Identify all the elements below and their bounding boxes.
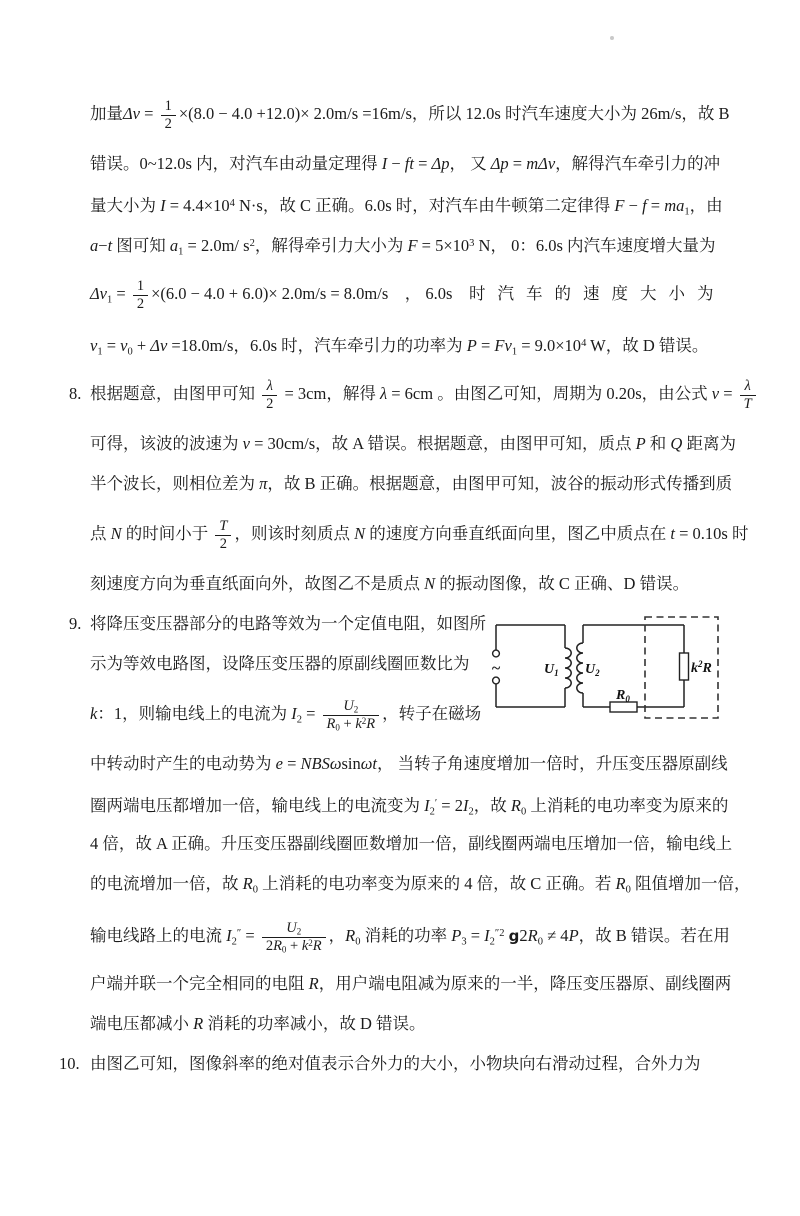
scan-speck <box>610 36 614 40</box>
line-7-3: 量大小为 $I = 4.4\times 10^4$ N·s，故 C 正确。6.0s 时，对汽车由牛顿第二定律得 $F - f = ma_1$，由 <box>90 196 723 218</box>
fraction: $\frac{U2}{R0 + k^2R}$ <box>323 698 380 733</box>
secondary-coil-icon <box>577 643 583 693</box>
line-9-5: 圈两端电压都增加一倍，输电线上的电流变为 $I_2' = 2I_2$，故 $R_0$ 上消耗的电功率变为原来的 <box>90 796 729 818</box>
line-9-6: 4 倍，故 A 正确。升压变压器副线圈匝数增加一倍，副线圈两端电压增加一倍，输电线上 <box>90 834 733 853</box>
line-9-4: 中转动时产生的电动势为 e = NBSωsinωt， 当转子角速度增加一倍时，升压变压器原副线 <box>90 754 728 773</box>
line-9-10: 端电压都减小 R 消耗的功率减小，故 D 错误。 <box>90 1014 426 1033</box>
source-terminal-top <box>493 650 500 657</box>
item-number: 9. <box>69 614 82 633</box>
line-10-1: 10. 由图乙可知，图像斜率的绝对值表示合外力的大小，小物块向右滑动过程，合外力为 <box>90 1044 752 1084</box>
line-resistor-icon <box>610 702 637 712</box>
line-8-4: 点 N 的时间小于 $\frac{T}{2}$ ，则该时刻质点 N 的速度方向垂直纸面向里，图乙中质点在 t = 0.10s 时 <box>90 517 749 552</box>
load-resistor-icon <box>680 653 689 680</box>
item-number: 8. <box>69 384 82 403</box>
line-9-1: 9. 将降压变压器部分的电路等效为一个定值电阻，如图所 <box>90 604 752 644</box>
primary-coil-icon <box>565 648 571 688</box>
circuit-diagram <box>478 604 728 739</box>
primary-loop-wires <box>496 625 565 707</box>
line-7-4: a−t 图可知 $a_1 = 2.0m/$ $s^2$，解得牵引力大小为 $F = 5\times 10^3$ N， 0：6.0s 内汽车速度增大量为 <box>90 236 716 258</box>
fraction: $\frac{\lambda}{T}$ <box>740 378 756 413</box>
fraction: $\frac{\lambda}{2}$ <box>262 378 277 413</box>
line-8-3: 半个波长，则相位差为 π，故 B 正确。根据题意，由图甲可知，波谷的振动形式传播到质 <box>90 474 733 493</box>
line-7-1: 加量Δv = $\frac{1}{2}$ ×(8.0 − 4.0 +12.0)× 2.0m/s =16m/s，所以 12.0s 时汽车速度大小为 26m/s，故 B <box>90 97 730 132</box>
line-9-8: 输电线路上的电流 $I_2''$ = $\frac{U2}{2R0 + k^2R}$ ，$R_0$ 消耗的功率 $P_3 = I_2^{''2}$ $g2R_0 \ne 4P$，故 B 错误。若在用 <box>90 919 730 955</box>
load-label: $k^2R$ <box>691 659 712 676</box>
fraction: $\frac{T}{2}$ <box>215 518 231 553</box>
ac-source-symbol: ~ <box>491 660 501 677</box>
item-number: 10. <box>59 1054 80 1073</box>
line-7-5: $\Delta v_1$ = $\frac{1}{2}$ ×(6.0 − 4.0 + 6.0)× 2.0m/s = 8.0m/s ， 6.0s 时汽车的速度大小为 <box>90 277 726 312</box>
secondary-voltage-label: $U_2$ <box>585 662 600 678</box>
solution-text <box>59 84 752 1084</box>
line-9-2: 示为等效电路图，设降压变压器的原副线圈匝数比为 <box>90 654 470 673</box>
line-9-7: 的电流增加一倍，故 $R_0$ 上消耗的电功率变为原来的 4 倍，故 C 正确。若 $R_0$ 阻值增加一倍， <box>90 874 751 896</box>
source-terminal-bottom <box>493 677 500 684</box>
line-8-5: 刻速度方向为垂直纸面向外，故图乙不是质点 N 的振动图像，故 C 正确、D 错误。 <box>90 574 690 593</box>
line-9-9: 户端并联一个完全相同的电阻 R，用户端电阻减为原来的一半，降压变压器原、副线圈两 <box>90 974 732 993</box>
line-8-1: 8. 根据题意，由图甲可知 $\frac{\lambda}{2}$ = 3cm，解得 λ = 6cm 。由图乙可知，周期为 0.20s，由公式 v = $\frac{\lambda}{T}$ <box>90 364 752 424</box>
line-7-2: 错误。0~12.0s 内，对汽车由动量定理得 I − ft = Δp， 又 Δp = mΔv，解得汽车牵引力的冲 <box>90 154 721 173</box>
fraction: $\frac{U2}{2R0 + k^2R}$ <box>262 920 326 955</box>
line-8-2: 可得，该波的波速为 v = 30cm/s，故 A 错误。根据题意，由图甲可知，质点 P 和 Q 距离为 <box>90 434 736 453</box>
fraction: $\frac{1}{2}$ <box>161 98 176 133</box>
line-resistance-label: $R_0$ <box>616 688 630 704</box>
fraction: $\frac{1}{2}$ <box>133 278 148 313</box>
secondary-loop-wires <box>583 625 684 707</box>
line-7-6: $v_1 = v_0 + \Delta v =18.0m/s$，6.0s 时，汽车牵引力的功率为 $P = Fv_1 = 9.0\times 10^4$ W，故 D 错误。 <box>90 336 709 358</box>
line-9-3: k：1，则输电线上的电流为 $I_2$ = $\frac{U2}{R0 + k^2R}$ ，转子在磁场 <box>90 697 482 733</box>
primary-voltage-label: $U_1$ <box>544 662 559 678</box>
